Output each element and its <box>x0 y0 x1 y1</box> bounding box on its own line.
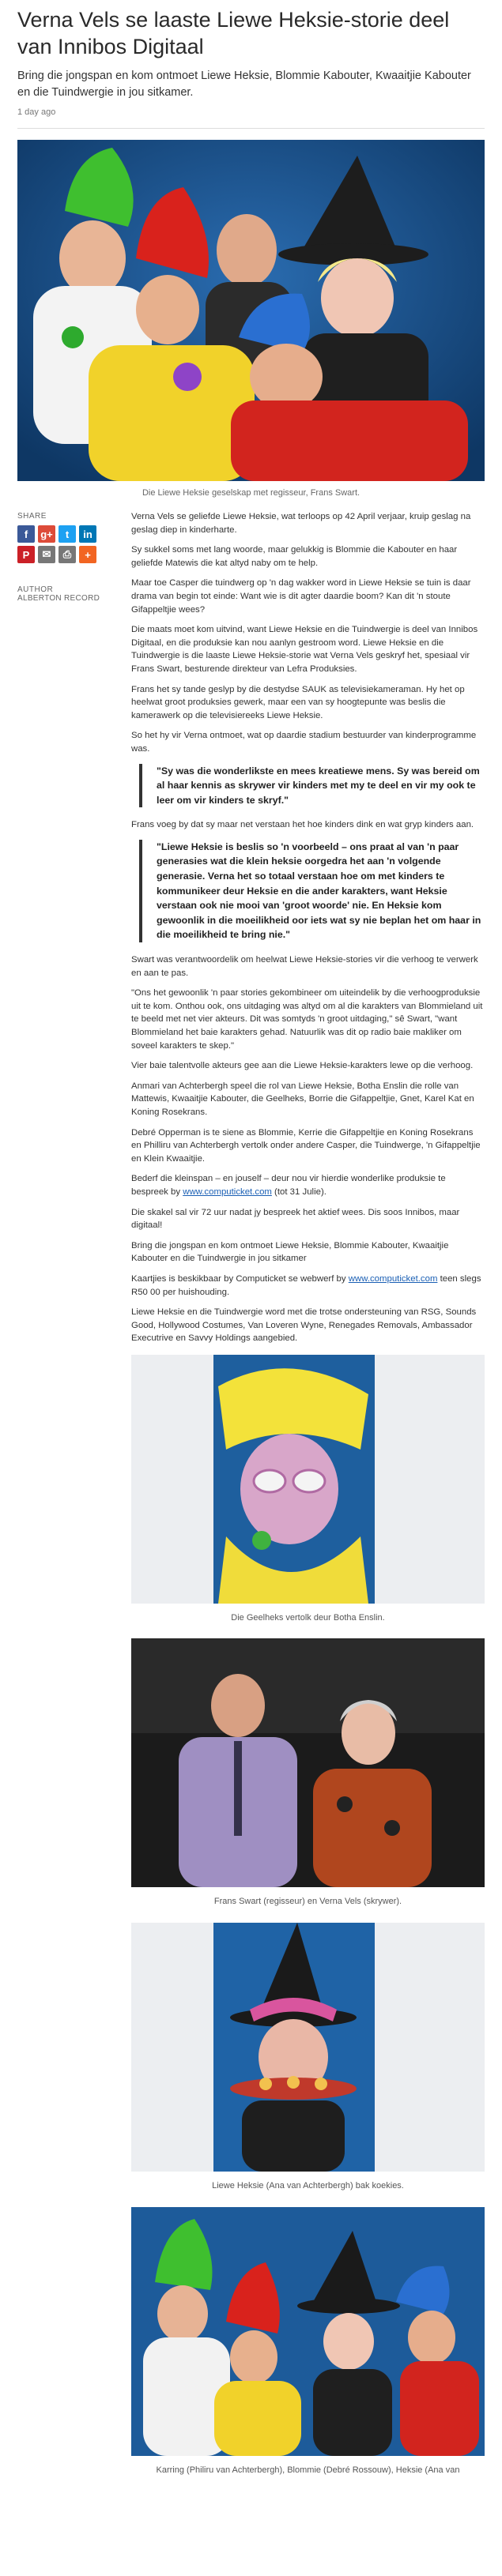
publish-date: 1 day ago <box>17 107 56 117</box>
article-body <box>131 510 485 2491</box>
computicket-link[interactable]: www.computicket.com <box>348 1273 438 1284</box>
paragraph: Vier baie talentvolle akteurs gee aan die Liewe Heksie-karakters lewe op die verhoog. <box>131 1061 474 1071</box>
hero-photo <box>17 140 485 481</box>
text: teen slegs R50 00 per huishouding. <box>131 1273 481 1297</box>
paragraph: So het hy vir Verna ontmoet, wat op daardie stadium bestuurder van kinderprogramme was. <box>131 731 477 754</box>
figure-caption: Die Geelheks vertolk deur Botha Enslin. <box>231 1612 385 1623</box>
share-label: SHARE <box>17 512 47 521</box>
photo-geelheks-illustration <box>131 1355 485 1604</box>
paragraph: Maar toe Casper die tuindwerg op 'n dag wakker word in Liewe Heksie se tuin is daar drama van begin tot einde: Want wie is dit agter daardie boom? Kan dit 'n stoute Gifappeltjie wees? <box>131 578 471 615</box>
google-plus-icon[interactable]: g+ <box>38 525 55 543</box>
photo-heksie-koekies <box>131 1923 485 2172</box>
text: Bederf die kleinspan – en jouself – deur nou vir hierdie wonderlike produksie te bespreek by <box>131 1174 446 1197</box>
paragraph <box>131 1172 485 1198</box>
paragraph: Verna Vels se geliefde Liewe Heksie, wat terloops op 42 April verjaar, kruip geslag na geslag diep in kinderharte. <box>131 512 471 535</box>
divider <box>17 128 485 129</box>
hero-caption: Die Liewe Heksie geselskap met regisseur, Frans Swart. <box>142 488 360 498</box>
figure <box>131 2207 485 2477</box>
computicket-link[interactable]: www.computicket.com <box>183 1186 272 1197</box>
figure-caption: Liewe Heksie (Ana van Achterbergh) bak koekies. <box>212 2181 404 2191</box>
twitter-icon[interactable]: t <box>59 525 76 543</box>
hero-photo-illustration <box>17 140 485 481</box>
photo-heksie-koekies-illustration <box>131 1923 485 2172</box>
author-name: ALBERTON RECORD <box>17 594 100 603</box>
text: (tot 31 Julie). <box>271 1186 326 1197</box>
paragraph: Anmari van Achterbergh speel die rol van Liewe Heksie, Botha Enslin die rolle van Mattewis, Kwaaitjie Kabouter, die Geelheks, Borrie die Gifappeltjie, Gnet, Karel Kat en Koning Rosekrans. <box>131 1081 474 1117</box>
linkedin-icon[interactable]: in <box>79 525 96 543</box>
article-lede: Bring die jongspan en kom ontmoet Liewe Heksie, Blommie Kabouter, Kwaaitjie Kabouter en die Tuindwergie in jou sitkamer. <box>17 70 471 99</box>
paragraph: Frans voeg by dat sy maar net verstaan het hoe kinders dink en wat gryp kinders aan. <box>131 820 474 830</box>
text: Kaartjies is beskikbaar by Computicket se webwerf by <box>131 1273 349 1284</box>
pull-quote: "Sy was die wonderlikste en mees kreatiewe mens. Sy was bereid om al haar kennis as skrywer vir kinders met my te deel en vir my ook te leer om vir kinders te skryf." <box>139 764 485 808</box>
photo-geelheks <box>131 1355 485 1604</box>
photo-swart-vels-illustration <box>131 1638 485 1887</box>
paragraph <box>131 1273 485 1299</box>
photo-cast <box>131 2207 485 2456</box>
photo-swart-vels <box>131 1638 485 1887</box>
figure-caption: Karring (Philiru van Achterbergh), Blommie (Debré Rossouw), Heksie (Ana van <box>156 2465 460 2475</box>
paragraph: Bring die jongspan en kom ontmoet Liewe Heksie, Blommie Kabouter, Kwaaitjie Kabouter en die Tuindwergie in jou sitkamer <box>131 1240 449 1264</box>
paragraph: Die maats moet kom uitvind, want Liewe Heksie en die Tuindwergie is deel van Innibos Digitaal, en die produksie kan nou aanlyn gestroom word. Liewe Heksie en die Tuindwergie is die laaste Liewe Heksie-storie wat Verna Vels geskryf het, spesiaal vir Frans Swart, besturende direkteur van Lefra Produksies. <box>131 625 478 674</box>
share-buttons <box>17 525 96 563</box>
pinterest-icon[interactable]: P <box>17 546 35 563</box>
paragraph: Swart was verantwoordelik om heelwat Liewe Heksie-stories vir die verhoog te verwerk en aan te pas. <box>131 955 478 978</box>
figure <box>131 1638 485 1908</box>
pull-quote: "Liewe Heksie is beslis so 'n voorbeeld – ons praat al van 'n paar generasies wat die klein heksie oorgedra het aan 'n volgende generasie. Verna het so totaal verstaan hoe om met kinders te kommunikeer deur Heksie en die ander karakters, want Heksie verstaan ook nie mooi van 'groot woorde' nie. En Heksie kom gewoonlik in die moeilikheid oor iets wat sy nie beplan het om haar in die moeilikheid te bring nie." <box>139 840 485 942</box>
paragraph: Liewe Heksie en die Tuindwergie word met die trotse ondersteuning van RSG, Sounds Good, Hollywood Costumes, Van Loveren Wyne, Renegades Removals, Ambassador Executrive en Savvy Holdings aangebied. <box>131 1307 477 1344</box>
share-sidebar <box>17 510 131 2491</box>
paragraph: Frans het sy tande geslyp by die destydse SAUK as televisiekameraman. Hy het op heelwat groot produksies gewerk, maar een van sy hoogtepunte was beslis die kamerawerk op die televisiereeks Liewe Heksie. <box>131 684 465 720</box>
article-title: Verna Vels se laaste Liewe Heksie-storie deel van Innibos Digitaal <box>17 8 450 58</box>
facebook-icon[interactable]: f <box>17 525 35 543</box>
paragraph: Die skakel sal vir 72 uur nadat jy bespreek het aktief wees. Dis soos Innibos, maar digitaal! <box>131 1207 460 1231</box>
more-icon[interactable]: + <box>79 546 96 563</box>
paragraph: Debré Opperman is te siene as Blommie, Kerrie die Gifappeltjie en Koning Rosekrans en Philliru van Achterbergh vertolk onder andere Casper, die Tuindwerge, 'n Gifappeltjie en Klein Kwaaitjie. <box>131 1127 481 1164</box>
figure <box>131 1355 485 1625</box>
photo-cast-illustration <box>131 2207 485 2456</box>
email-icon[interactable]: ✉ <box>38 546 55 563</box>
print-icon[interactable]: ⎙ <box>59 546 76 563</box>
figure-caption: Frans Swart (regisseur) en Verna Vels (skrywer). <box>213 1897 402 1907</box>
paragraph: Sy sukkel soms met lang woorde, maar gelukkig is Blommie die Kabouter en haar geliefde Matewis die kat altyd naby om te help. <box>131 545 458 568</box>
figure <box>131 1923 485 2193</box>
author-label: AUTHOR <box>17 585 54 594</box>
paragraph: "Ons het gewoonlik 'n paar stories gekombineer om uiteindelik by die verhoogproduksie uit te kom. Onthou ook, ons uitdaging was altyd om al die karakters van Blommieland uit te beeld met net vier akteurs. Dit was somtyds 'n groot uitdaging," sê Swart, "want Blommieland het baie karakters gehad. Natuurlik was dit op radio baie makliker om soveel karakters te skep." <box>131 988 483 1051</box>
